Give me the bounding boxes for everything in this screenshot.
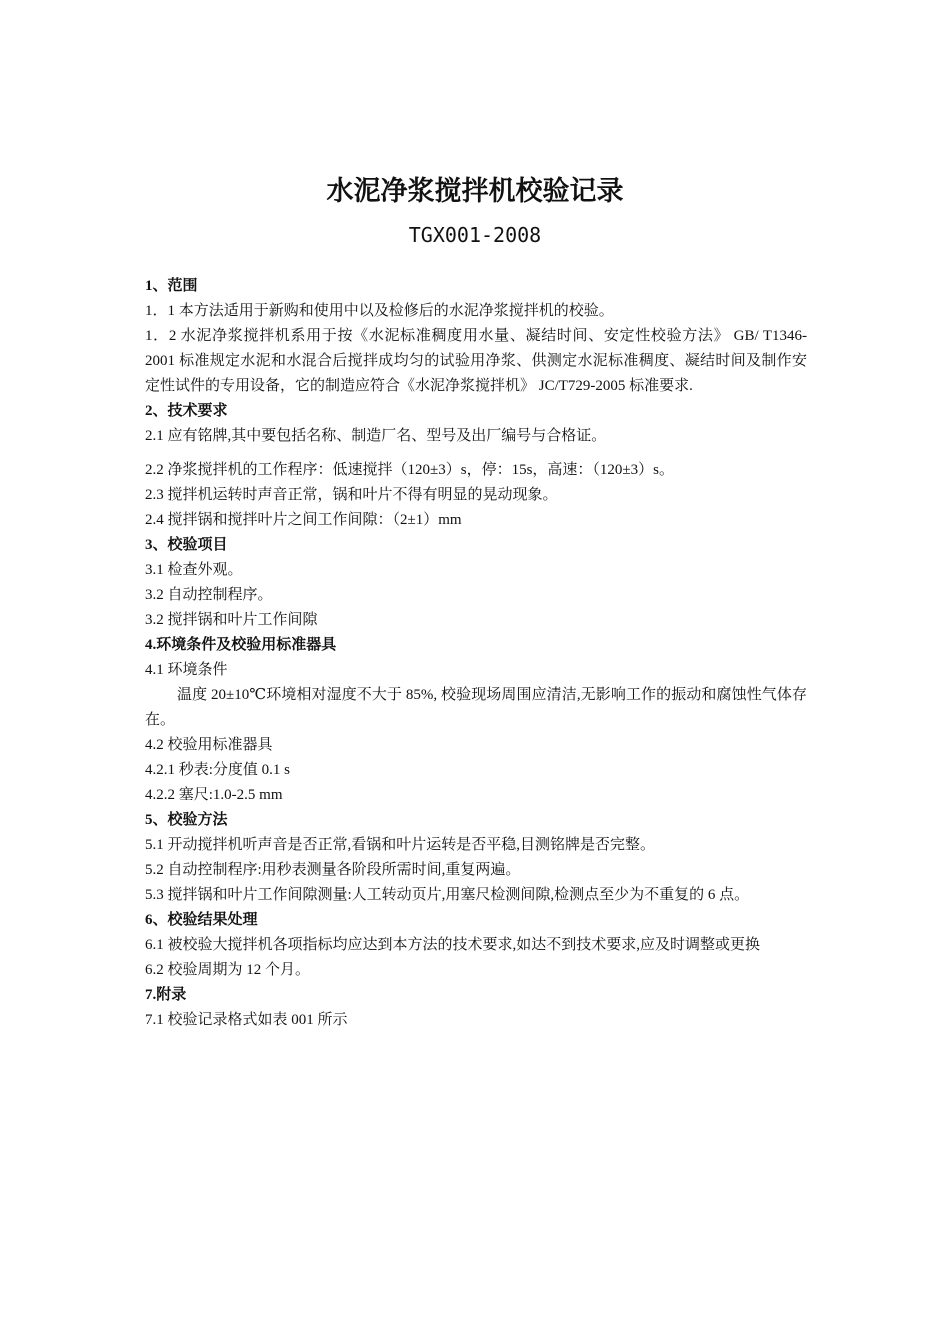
- section-heading: 5、校验方法: [145, 812, 228, 828]
- section-heading: 3、校验项目: [145, 537, 228, 553]
- paragraph: 2.3 搅拌机运转时声音正常，锅和叶片不得有明显的晃动现象。: [145, 487, 558, 503]
- document-title: 水泥净浆搅拌机校验记录: [326, 176, 624, 207]
- paragraph: 4.2 校验用标准器具: [145, 737, 273, 753]
- section-heading: 4.环境条件及校验用标准器具: [145, 637, 337, 653]
- paragraph: 6.1 被校验大搅拌机各项指标均应达到本方法的技术要求,如达不到技术要求,应及时调整或更换: [145, 937, 761, 953]
- section-heading: 7.附录: [145, 987, 187, 1003]
- section-heading: 6、校验结果处理: [145, 912, 258, 928]
- paragraph: 2.4 搅拌锅和搅拌叶片之间工作间隙：（2±1）mm: [145, 512, 462, 528]
- paragraph: 3.1 检查外观。: [145, 562, 243, 578]
- section-heading: 2、技术要求: [145, 403, 228, 419]
- paragraph: 5.3 搅拌锅和叶片工作间隙测量:人工转动页片,用塞尺检测间隙,检测点至少为不重复的 6 点。: [145, 887, 750, 903]
- paragraph: 1．2 水泥净浆搅拌机系用于按《水泥标准稠度用水量、凝结时间、安定性校验方法》 GB/ T1346-2001 标准规定水泥和水混合后搅拌成均匀的试验用净浆、供测定水泥标准稠度、凝结时间及制作安定性试件的专用设备，它的制造应符合《水泥净浆搅拌机》 JC/T729-2005 标准要求.: [145, 328, 807, 394]
- section-heading: 1、范围: [145, 278, 198, 294]
- paragraph: 7.1 校验记录格式如表 001 所示: [145, 1012, 348, 1028]
- document-body: [145, 274, 807, 1033]
- paragraph: 4.1 环境条件: [145, 662, 228, 678]
- paragraph: 3.2 搅拌锅和叶片工作间隙: [145, 612, 318, 628]
- paragraph: 5.1 开动搅拌机听声音是否正常,看锅和叶片运转是否平稳,目测铭牌是否完整。: [145, 837, 656, 853]
- paragraph: 6.2 校验周期为 12 个月。: [145, 962, 311, 978]
- paragraph: 4.2.2 塞尺:1.0-2.5 mm: [145, 787, 283, 803]
- paragraph: 4.2.1 秒表:分度值 0.1 s: [145, 762, 291, 778]
- paragraph: 5.2 自动控制程序:用秒表测量各阶段所需时间,重复两遍。: [145, 862, 521, 878]
- paragraph: 2.2 净浆搅拌机的工作程序：低速搅拌（120±3）s，停：15s，高速：（120±3）s。: [145, 462, 674, 478]
- document-code: TGX001-2008: [408, 223, 542, 247]
- paragraph: 温度 20±10℃环境相对湿度不大于 85%, 校验现场周围应清洁,无影响工作的振动和腐蚀性气体存在。: [145, 687, 807, 728]
- paragraph: 2.1 应有铭牌,其中要包括名称、制造厂名、型号及出厂编号与合格证。: [145, 428, 607, 444]
- paragraph: 1．1 本方法适用于新购和使用中以及检修后的水泥净浆搅拌机的校验。: [145, 303, 614, 319]
- paragraph: 3.2 自动控制程序。: [145, 587, 273, 603]
